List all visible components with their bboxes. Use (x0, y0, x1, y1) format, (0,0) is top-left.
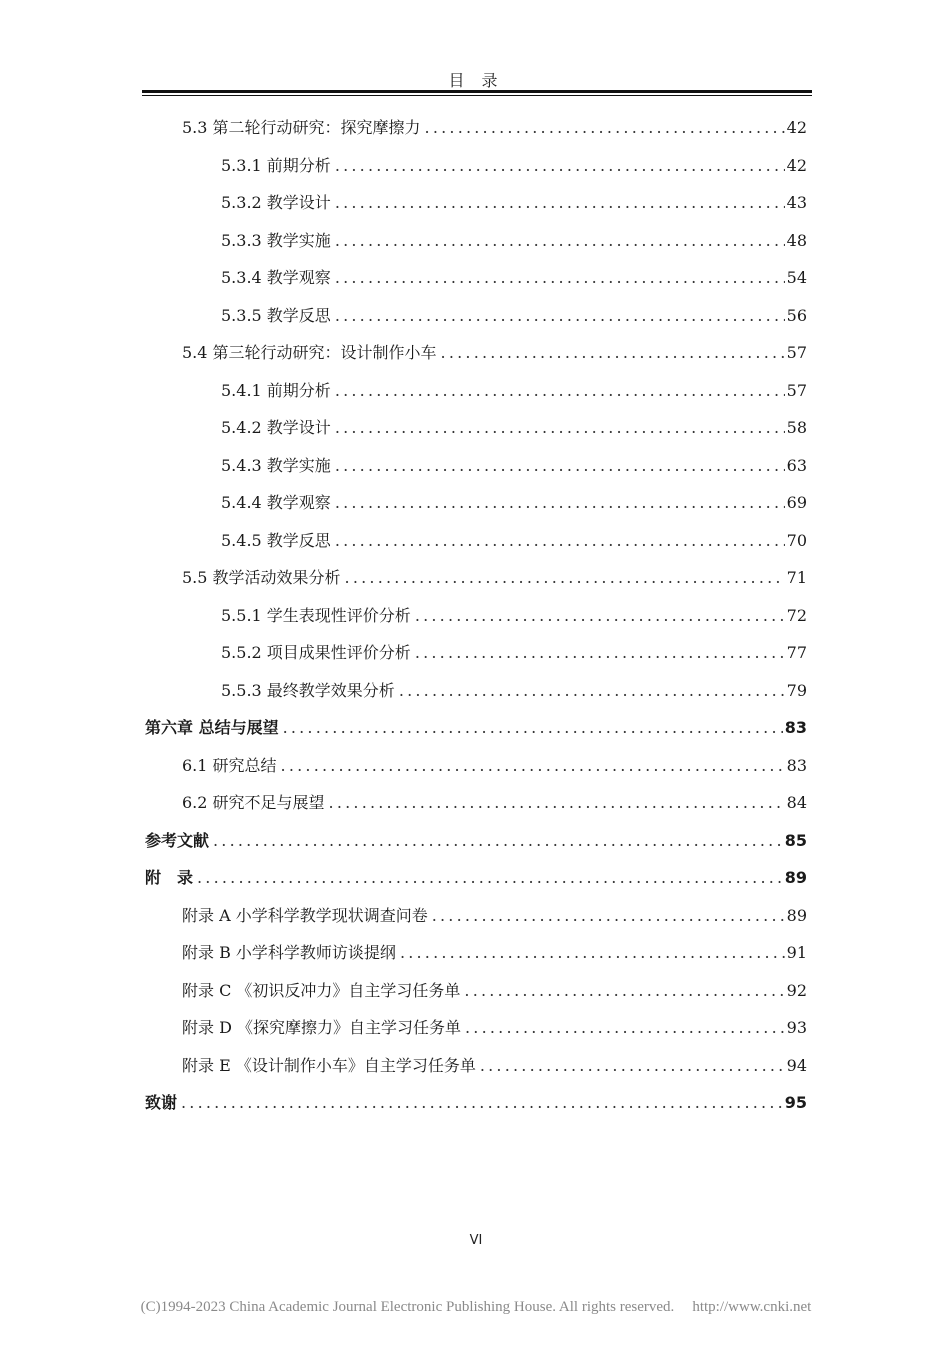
toc-dot-leader (335, 453, 785, 479)
toc-entry-page: 70 (786, 530, 807, 550)
toc-entry-page: 83 (784, 718, 807, 737)
toc-entry-page: 58 (786, 418, 807, 437)
toc-dot-leader (335, 378, 785, 404)
toc-dot-leader (345, 565, 785, 591)
toc-dot-leader (335, 153, 785, 179)
toc-dot-leader (213, 828, 783, 854)
toc-entry-label: 附录 B 小学科学教师访谈提纲 (182, 943, 396, 962)
toc-entry-page: 89 (784, 868, 807, 887)
toc-entry-page: 72 (786, 605, 807, 625)
toc-entry[interactable] (182, 115, 807, 141)
toc-dot-leader (415, 603, 785, 629)
toc-entry-label: 附录 A 小学科学教学现状调查问卷 (182, 905, 428, 925)
toc-entry[interactable] (221, 678, 807, 704)
toc-entry[interactable] (182, 565, 807, 591)
toc-entry-label: 5.3.1 前期分析 (221, 155, 331, 175)
toc-entry-label: 5.3 第二轮行动研究：探究摩擦力 (182, 118, 421, 137)
toc-entry-label: 附录 E 《设计制作小车》自主学习任务单 (182, 1055, 476, 1075)
toc-entry[interactable] (221, 190, 807, 216)
toc-entry[interactable] (182, 978, 807, 1004)
toc-entry-page: 83 (786, 755, 807, 775)
toc-entry-label: 附录 D 《探究摩擦力》自主学习任务单 (182, 1018, 462, 1037)
toc-entry[interactable] (182, 1053, 807, 1079)
toc-entry-label: 第六章 总结与展望 (145, 718, 279, 737)
toc-entry-page: 56 (786, 305, 807, 325)
toc-dot-leader (329, 790, 785, 816)
toc-entry-label: 5.4.3 教学实施 (221, 455, 331, 475)
toc-entry[interactable] (221, 528, 807, 554)
toc-entry-page: 63 (786, 455, 807, 475)
toc-entry-label: 5.3.2 教学设计 (221, 193, 331, 212)
toc-entry-page: 42 (786, 155, 807, 175)
toc-entry-label: 6.1 研究总结 (182, 755, 277, 775)
toc-dot-leader (425, 115, 785, 141)
toc-entry-page: 84 (786, 793, 807, 812)
toc-entry[interactable] (221, 453, 807, 479)
toc-dot-leader (197, 865, 783, 891)
toc-entry-page: 93 (786, 1018, 807, 1037)
toc-dot-leader (335, 303, 785, 329)
toc-entry-label: 5.5.1 学生表现性评价分析 (221, 605, 411, 625)
toc-entry-label: 5.5.3 最终教学效果分析 (221, 680, 395, 700)
toc-entry-page: 94 (786, 1055, 807, 1075)
toc-entry[interactable] (221, 415, 807, 441)
toc-dot-leader (283, 715, 783, 741)
footer-url-link[interactable]: http://www.cnki.net (692, 1299, 812, 1315)
toc-entry-page: 43 (786, 193, 807, 212)
toc-entry-label: 附 录 (145, 868, 194, 887)
copyright-footer (0, 1299, 952, 1316)
toc-entry-page: 57 (786, 380, 807, 400)
toc-entry-page: 48 (786, 230, 807, 250)
page-header-title: 目 录 (448, 71, 504, 90)
toc-entry[interactable] (221, 490, 807, 516)
header-rule-thin (142, 95, 812, 96)
header-rule-thick (142, 90, 812, 93)
toc-entry-label: 5.3.5 教学反思 (221, 305, 331, 325)
toc-entry[interactable] (221, 265, 807, 291)
toc-entry-label: 5.4.2 教学设计 (221, 418, 331, 437)
toc-dot-leader (335, 528, 785, 554)
toc-entry[interactable] (145, 1090, 807, 1116)
toc-dot-leader (335, 190, 785, 216)
toc-entry[interactable] (221, 603, 807, 629)
toc-dot-leader (335, 265, 785, 291)
toc-dot-leader (181, 1090, 783, 1116)
toc-entry-label: 5.3.4 教学观察 (221, 268, 331, 287)
toc-dot-leader (441, 340, 785, 366)
toc-dot-leader (400, 940, 785, 966)
toc-entry[interactable] (145, 828, 807, 854)
toc-entry-label: 5.3.3 教学实施 (221, 230, 331, 250)
toc-entry-page: 69 (786, 493, 807, 512)
toc-entry[interactable] (221, 153, 807, 179)
toc-dot-leader (464, 978, 784, 1004)
toc-dot-leader (399, 678, 785, 704)
toc-entry[interactable] (182, 790, 807, 816)
toc-dot-leader (281, 753, 785, 779)
toc-entry[interactable] (221, 640, 807, 666)
toc-entry-label: 5.5.2 项目成果性评价分析 (221, 643, 411, 662)
toc-entry-page: 91 (786, 943, 807, 962)
toc-entry[interactable] (182, 1015, 807, 1041)
toc-entry[interactable] (221, 303, 807, 329)
toc-entry[interactable] (182, 903, 807, 929)
toc-entry[interactable] (182, 940, 807, 966)
toc-entry-label: 5.5 教学活动效果分析 (182, 568, 341, 587)
toc-dot-leader (415, 640, 785, 666)
toc-entry-page: 95 (784, 1093, 807, 1112)
toc-entry-label: 5.4 第三轮行动研究：设计制作小车 (182, 343, 437, 362)
toc-dot-leader (335, 490, 785, 516)
toc-entry-page: 54 (786, 268, 807, 287)
toc-entry-page: 71 (786, 568, 807, 587)
toc-dot-leader (335, 228, 785, 254)
toc-entry[interactable] (145, 715, 807, 741)
toc-entry-page: 89 (786, 905, 807, 925)
toc-entry-label: 5.4.4 教学观察 (221, 493, 331, 512)
toc-dot-leader (480, 1053, 785, 1079)
toc-entry-label: 致谢 (145, 1093, 178, 1112)
toc-entry[interactable] (221, 378, 807, 404)
toc-entry-page: 42 (786, 118, 807, 137)
toc-entry-page: 85 (784, 830, 807, 850)
toc-entry[interactable] (182, 340, 807, 366)
toc-dot-leader (335, 415, 785, 441)
toc-entry-page: 57 (786, 343, 807, 362)
toc-entry[interactable] (182, 753, 807, 779)
toc-entry-label: 5.4.1 前期分析 (221, 380, 331, 400)
toc-entry-label: 附录 C 《初识反冲力》自主学习任务单 (182, 980, 461, 1000)
toc-dot-leader (432, 903, 785, 929)
toc-entry[interactable] (145, 865, 807, 891)
toc-entry-label: 5.4.5 教学反思 (221, 530, 331, 550)
toc-dot-leader (465, 1015, 785, 1041)
toc-entry-page: 79 (786, 680, 807, 700)
toc-entry-label: 6.2 研究不足与展望 (182, 793, 325, 812)
toc-entry-page: 77 (786, 643, 807, 662)
page-number: VI (469, 1233, 483, 1248)
toc-entry-label: 参考文献 (145, 830, 210, 850)
copyright-text: (C)1994-2023 China Academic Journal Electronic Publishing House. All rights reserved. (140, 1299, 675, 1315)
toc-entry-page: 92 (786, 980, 807, 1000)
toc-entry[interactable] (221, 228, 807, 254)
